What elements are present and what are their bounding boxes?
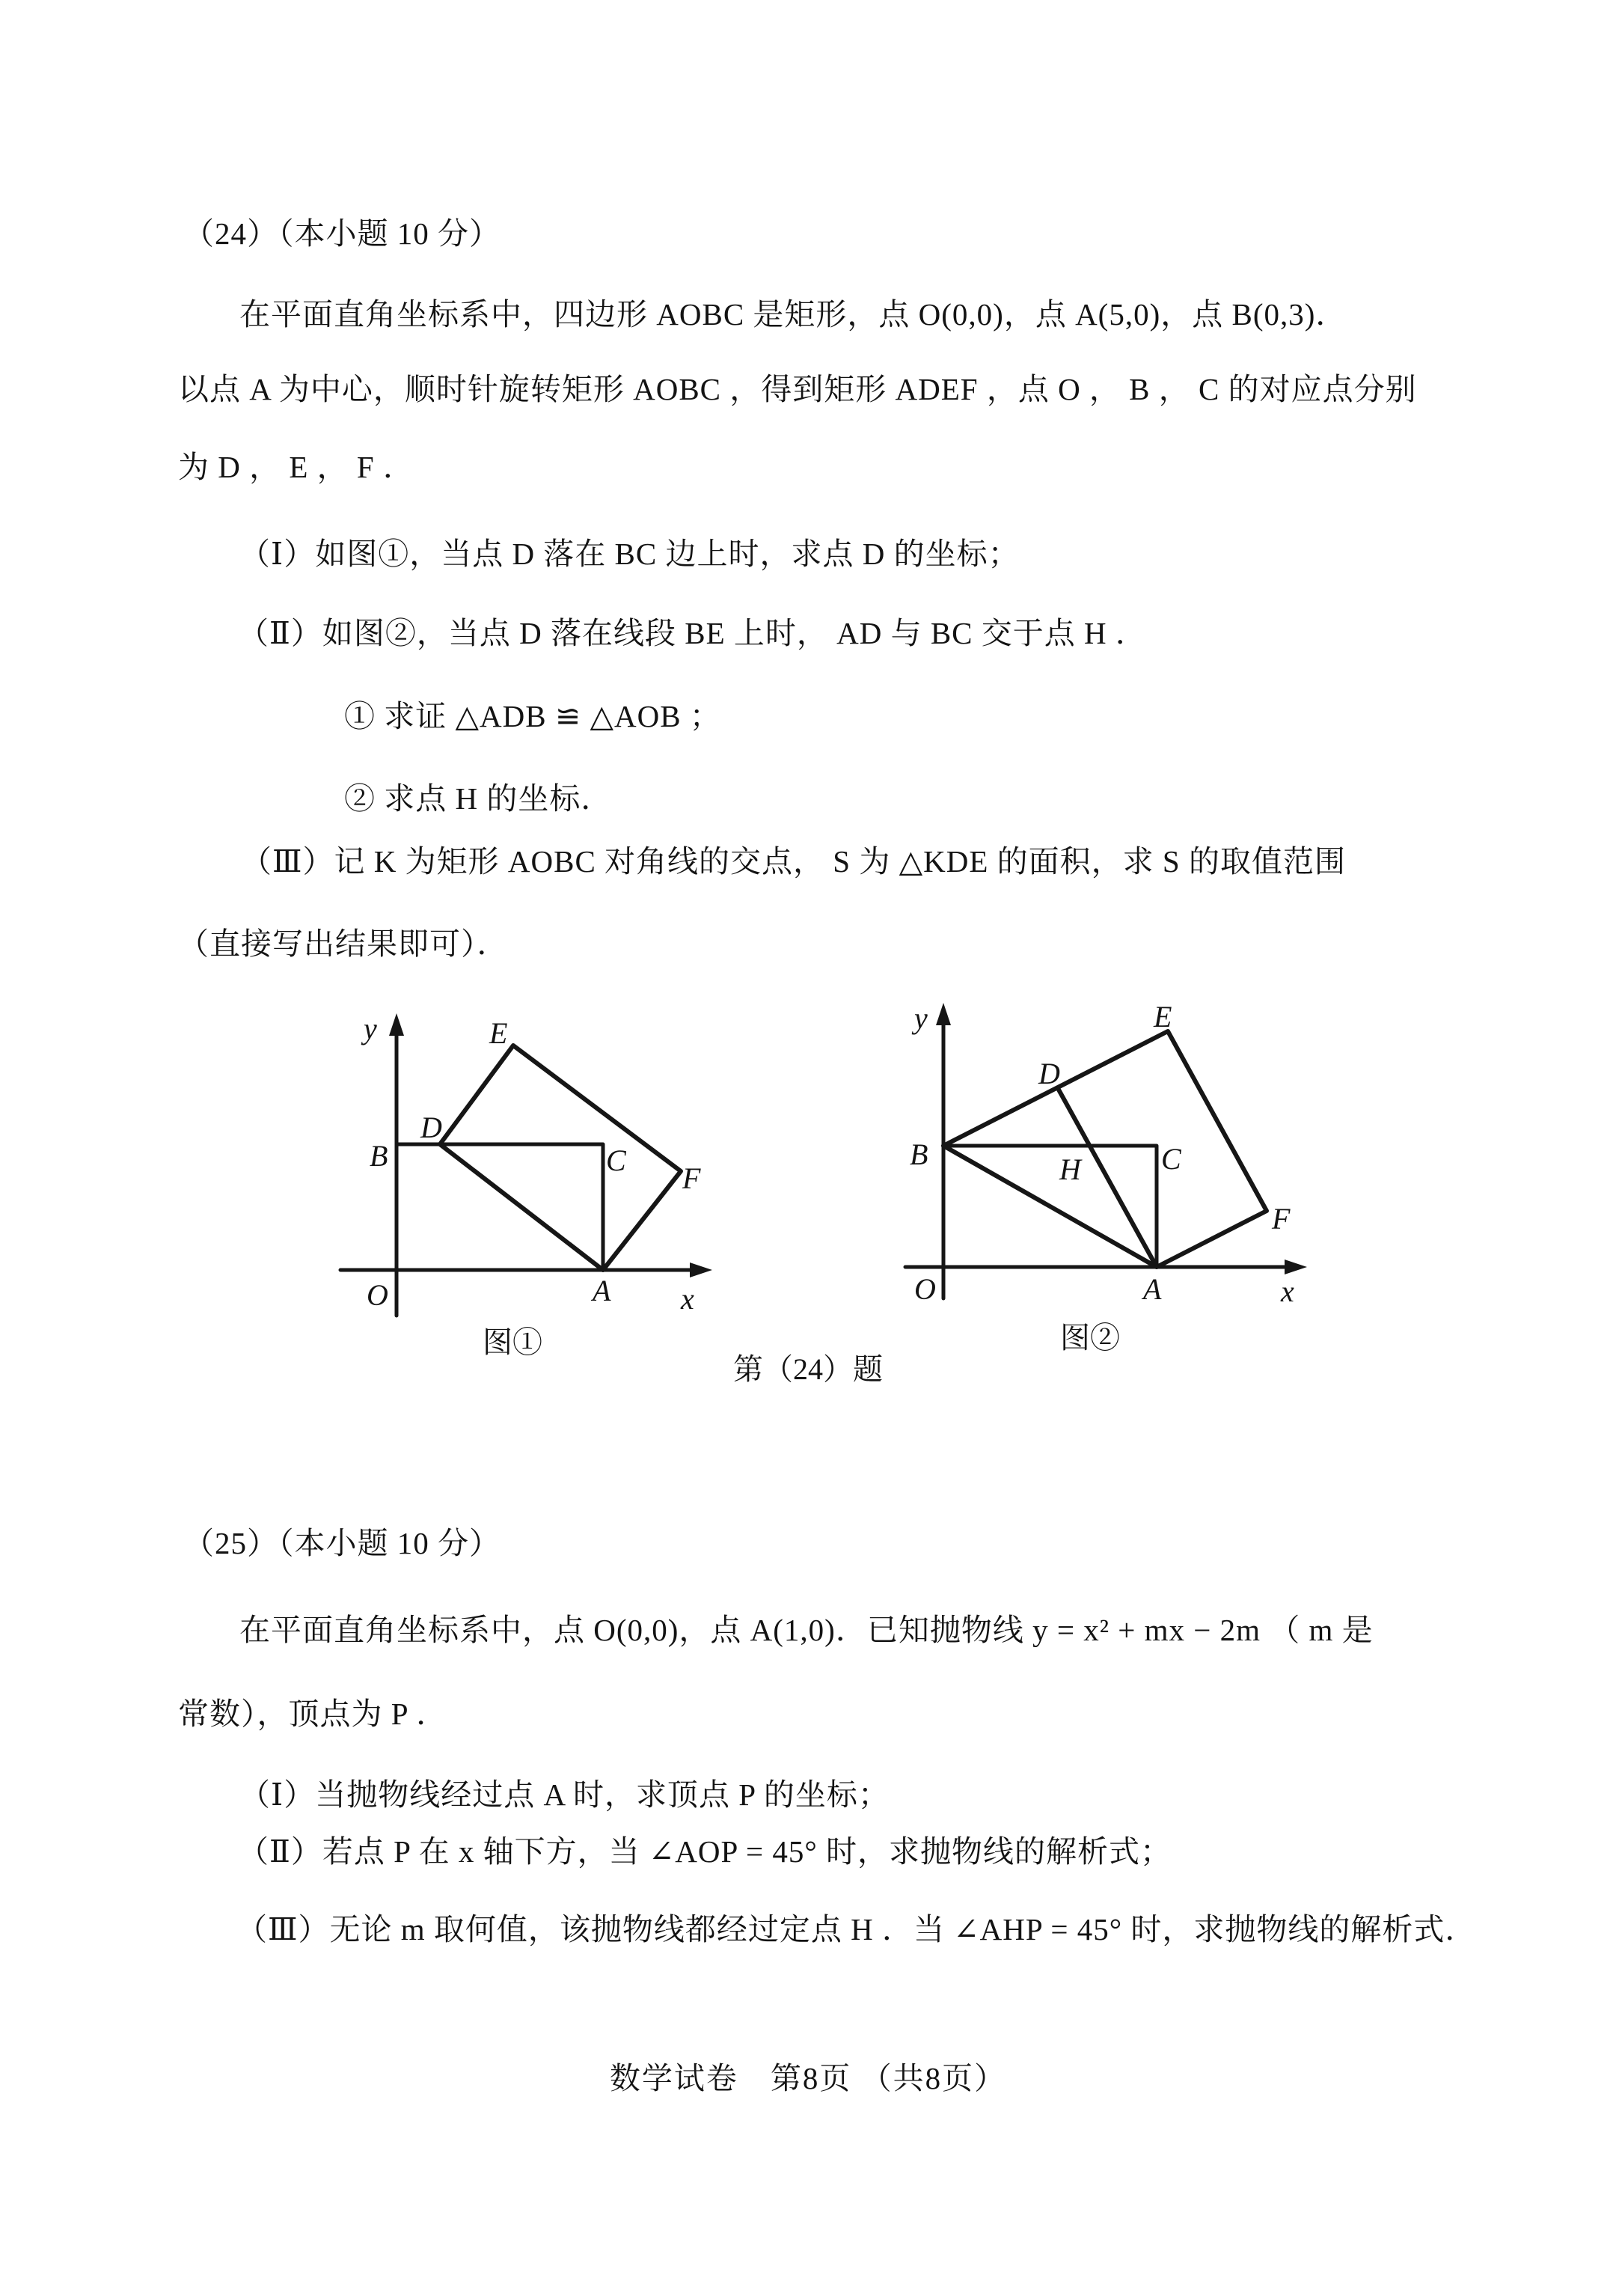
- p24-part1: （Ⅰ）如图①，当点 D 落在 BC 边上时，求点 D 的坐标；: [239, 537, 1020, 571]
- fig1-rect-adef: [440, 1045, 681, 1270]
- figure-2: [890, 995, 1332, 1355]
- p25-heading: （25）（本小题 10 分）: [183, 1526, 501, 1560]
- fig1-label-C: C: [606, 1144, 626, 1177]
- p24-part3-line1: （Ⅲ）记 K 为矩形 AOBC 对角线的交点， S 为 △KDE 的面积，求 S 的取值范围: [241, 844, 1346, 879]
- fig2-rect-adef: [943, 1031, 1267, 1267]
- p24-part2-sub1: ① 求证 △ADB ≌ △AOB ；: [344, 699, 721, 733]
- fig2-label-O: O: [914, 1272, 936, 1306]
- fig2-label-D: D: [1038, 1057, 1060, 1090]
- p24-part3-line2: （直接写出结果即可）．: [178, 926, 509, 961]
- fig1-label-x: x: [681, 1282, 694, 1316]
- fig1-y-arrow-icon: [389, 1013, 404, 1036]
- page-footer: 数学试卷 第8页 （共8页）: [609, 2061, 1007, 2095]
- fig1-label-D: D: [420, 1111, 442, 1144]
- fig2-label-y: y: [914, 1001, 928, 1035]
- fig2-x-arrow-icon: [1285, 1260, 1307, 1274]
- fig2-label-C: C: [1161, 1142, 1181, 1176]
- fig1-x-arrow-icon: [690, 1263, 712, 1277]
- fig1-label-E: E: [489, 1016, 508, 1050]
- p24-figures-caption: 第（24）题: [733, 1352, 883, 1386]
- p24-part2: （Ⅱ）如图②，当点 D 落在线段 BE 上时， AD 与 BC 交于点 H ．: [238, 616, 1147, 650]
- fig2-label-B: B: [910, 1138, 928, 1171]
- fig2-label-A: A: [1143, 1272, 1162, 1306]
- fig2-label-E: E: [1154, 1000, 1172, 1033]
- fig1-rect-aobc: [397, 1144, 603, 1270]
- p25-part2: （Ⅱ）若点 P 在 x 轴下方，当 ∠AOP = 45° 时，求抛物线的解析式；: [238, 1834, 1172, 1869]
- figure2-caption: 图②: [1060, 1321, 1120, 1355]
- fig1-label-O: O: [367, 1278, 388, 1312]
- fig1-label-A: A: [593, 1274, 611, 1307]
- fig1-label-B: B: [370, 1139, 388, 1173]
- figure1-caption: 图①: [483, 1325, 542, 1359]
- p25-intro-line2: 常数），顶点为 P ．: [178, 1697, 448, 1731]
- p25-intro-line1: 在平面直角坐标系中，点 O(0,0)，点 A(1,0)．已知抛物线 y = x² + mx − 2m （ m 是: [239, 1613, 1374, 1647]
- p24-intro-line1: 在平面直角坐标系中，四边形 AOBC 是矩形，点 O(0,0)，点 A(5,0)，点 B(0,3)．: [239, 297, 1347, 332]
- fig2-label-H: H: [1059, 1152, 1081, 1186]
- p24-heading: （24）（本小题 10 分）: [183, 216, 501, 251]
- fig2-label-F: F: [1272, 1202, 1291, 1236]
- fig1-label-y: y: [364, 1012, 377, 1045]
- figure-1: [314, 1003, 733, 1355]
- fig2-label-x: x: [1281, 1274, 1294, 1308]
- p24-part2-sub2: ② 求点 H 的坐标．: [344, 781, 613, 816]
- p25-part3: （Ⅲ）无论 m 取何值，该抛物线都经过定点 H ．当 ∠AHP = 45° 时，求抛物线的解析式．: [236, 1912, 1477, 1947]
- fig2-y-arrow-icon: [936, 1003, 951, 1025]
- fig1-label-F: F: [682, 1161, 701, 1195]
- p25-part1: （Ⅰ）当抛物线经过点 A 时，求顶点 P 的坐标；: [239, 1777, 890, 1812]
- p24-intro-line3: 为 D ， E ， F ．: [178, 450, 414, 484]
- p24-intro-line2: 以点 A 为中心，顺时针旋转矩形 AOBC ，得到矩形 ADEF ，点 O ， B ， C 的对应点分别: [178, 372, 1417, 406]
